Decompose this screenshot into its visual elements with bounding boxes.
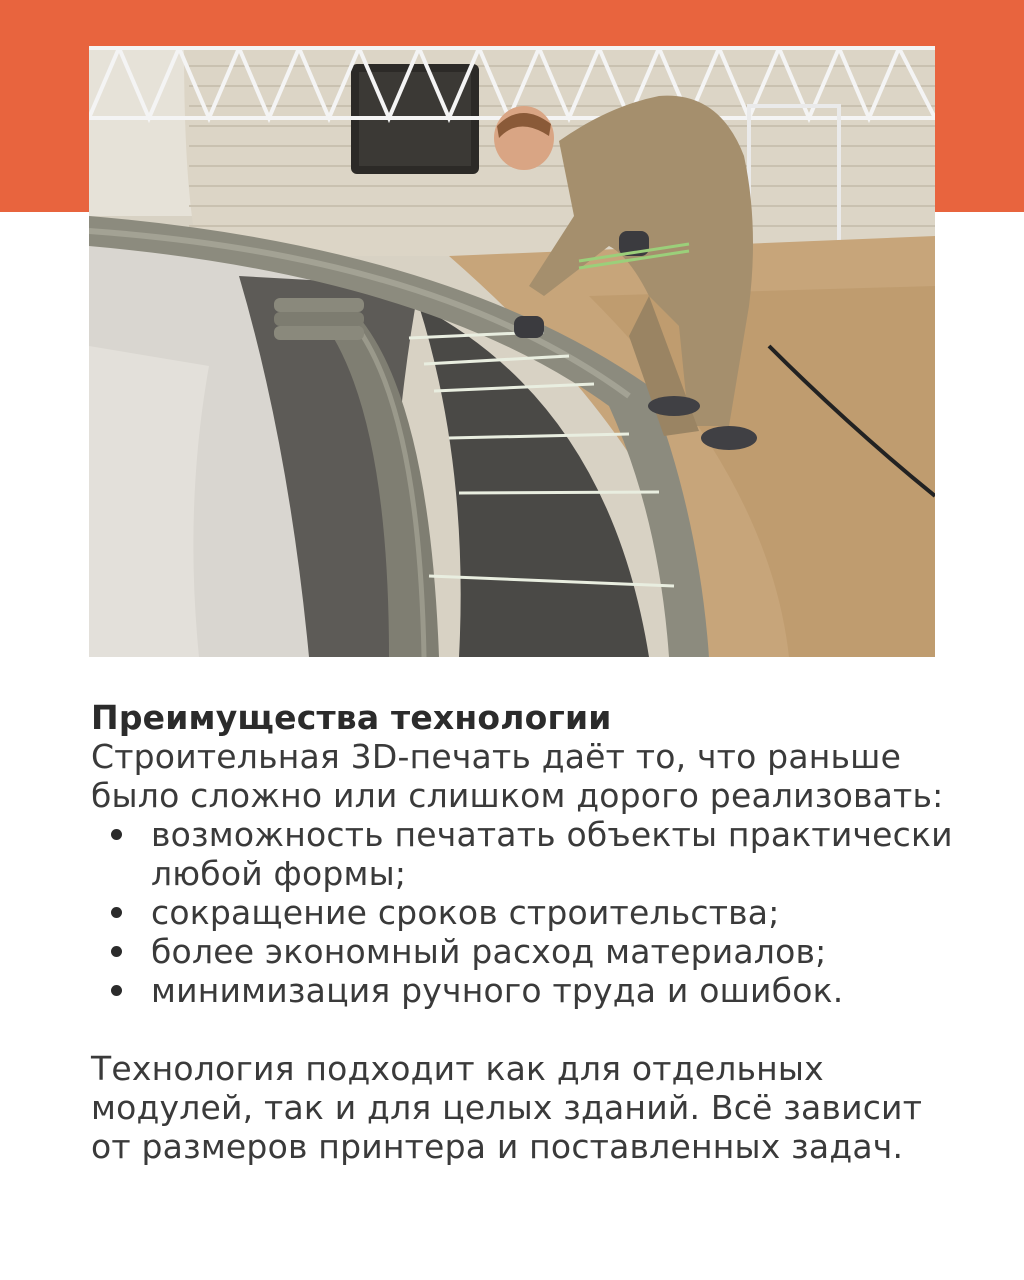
- bullet-icon: [111, 907, 122, 918]
- benefit-text: сокращение сроков строительства;: [151, 893, 780, 932]
- benefit-text: возможность печатать объекты практически любой формы;: [151, 815, 953, 893]
- list-item: [91, 932, 971, 971]
- intro-paragraph: Строительная 3D-печать даёт то, что раньше было сложно или слишком дорого реализовать:: [91, 737, 944, 815]
- construction-photo: [89, 46, 935, 657]
- text-content: [91, 698, 971, 1166]
- bullet-icon: [111, 829, 122, 840]
- section-heading: Преимущества технологии: [91, 698, 612, 737]
- list-item: [91, 815, 971, 893]
- benefit-text: более экономный расход материалов;: [151, 932, 827, 971]
- list-item: [91, 971, 971, 1010]
- benefits-list: [91, 815, 971, 1010]
- benefit-text: минимизация ручного труда и ошибок.: [151, 971, 844, 1010]
- list-item: [91, 893, 971, 932]
- bullet-icon: [111, 946, 122, 957]
- bullet-icon: [111, 985, 122, 996]
- closing-paragraph: Технология подходит как для отдельных модулей, так и для целых зданий. Всё зависит от размеров принтера и поставленных задач.: [91, 1049, 923, 1166]
